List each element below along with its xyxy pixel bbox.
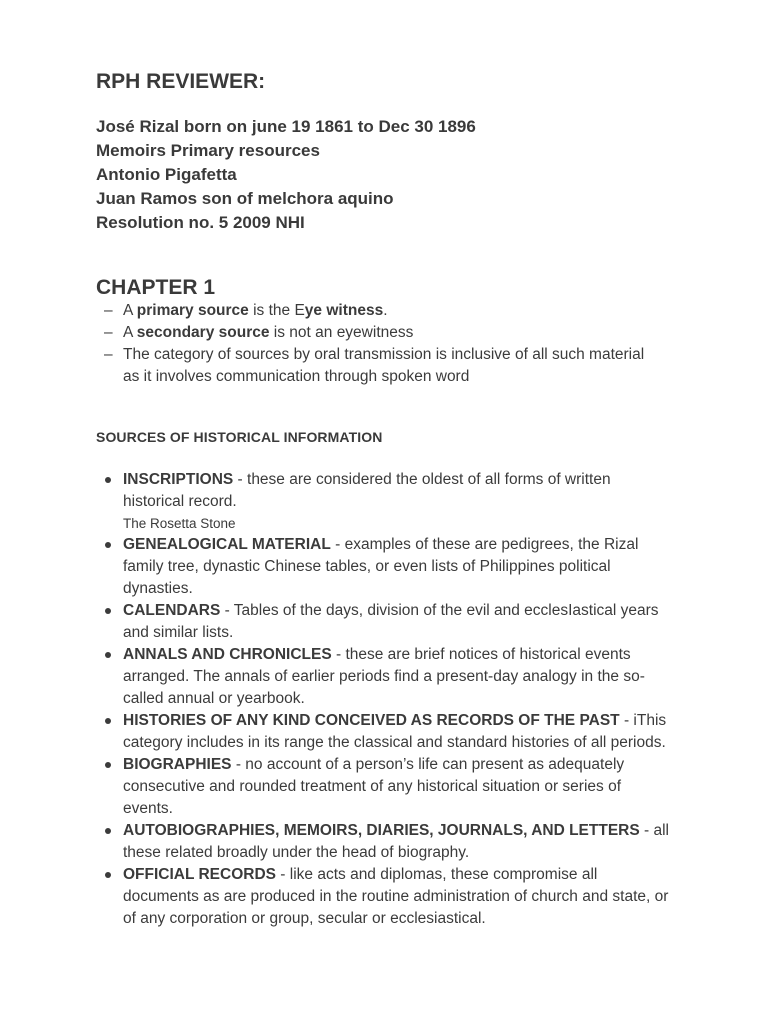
source-term: HISTORIES OF ANY KIND CONCEIVED AS RECORDS OF THE PAST: [123, 712, 620, 729]
source-item: [104, 469, 674, 534]
point-text: is not an eyewitness: [269, 324, 414, 341]
source-text: - these are brief notices of historical events arranged. The annals of earlier periods find a present-day analogy in the so-called annual or yearbook.: [123, 646, 645, 707]
section-heading: SOURCES OF HISTORICAL INFORMATION: [96, 429, 383, 445]
source-text: - like acts and diplomas, these compromise all documents as are produced in the routine administration of church and state, or of any corporation or group, secular or ecclesiastical.: [123, 866, 669, 927]
source-term: BIOGRAPHIES: [123, 756, 232, 773]
dash-marker: –: [104, 346, 113, 363]
source-text: - iThis category includes in its range the classical and standard histories of all periods.: [123, 712, 667, 751]
source-term: INSCRIPTIONS: [123, 471, 234, 488]
source-item: [104, 600, 674, 644]
intro-line: José Rizal born on june 19 1861 to Dec 30 1896: [96, 117, 476, 136]
bullet-dot: [105, 542, 111, 548]
intro-line: Resolution no. 5 2009 NHI: [96, 213, 305, 232]
source-term: GENEALOGICAL MATERIAL: [123, 536, 331, 553]
source-text: - all these related broadly under the head of biography.: [123, 822, 670, 861]
chapter-point: [104, 344, 664, 388]
bullet-dot: [105, 477, 111, 483]
chapter-points: [104, 300, 664, 388]
intro-line: Memoirs Primary resources: [96, 141, 320, 160]
sources-list: [104, 469, 674, 930]
bullet-dot: [105, 652, 111, 658]
point-text: The category of sources by oral transmission is inclusive of all such material as it involves communication through spoken word: [123, 346, 645, 385]
bullet-dot: [105, 718, 111, 724]
bullet-dot: [105, 828, 111, 834]
source-term: OFFICIAL RECORDS: [123, 866, 276, 883]
point-text: A: [123, 324, 137, 341]
chapter-point: [104, 300, 664, 322]
chapter-title: CHAPTER 1: [96, 276, 216, 299]
bullet-dot: [105, 608, 111, 614]
intro-line: Antonio Pigafetta: [96, 165, 237, 184]
source-item: [104, 710, 674, 754]
source-item: [104, 644, 674, 710]
dash-marker: –: [104, 324, 113, 341]
source-item: [104, 864, 674, 930]
source-note: The Rosetta Stone: [123, 516, 236, 531]
bullet-dot: [105, 872, 111, 878]
point-bold: ye witness: [304, 302, 384, 319]
point-text: .: [383, 302, 388, 319]
dash-marker: –: [104, 302, 113, 319]
document-title: RPH REVIEWER:: [96, 70, 266, 93]
source-item: [104, 754, 674, 820]
source-term: ANNALS AND CHRONICLES: [123, 646, 332, 663]
source-term: CALENDARS: [123, 602, 221, 619]
point-bold: secondary source: [136, 324, 270, 341]
source-text: - examples of these are pedigrees, the Rizal family tree, dynastic Chinese tables, or even lists of Philippines political dynasties.: [123, 536, 639, 597]
bullet-dot: [105, 762, 111, 768]
source-text: - no account of a person’s life can present as adequately consecutive and rounded treatment of any historical situation or series of events.: [123, 756, 625, 817]
source-item: [104, 820, 674, 864]
point-text: A: [123, 302, 137, 319]
intro-list: [96, 115, 476, 235]
intro-line: Juan Ramos son of melchora aquino: [96, 189, 394, 208]
source-text: - Tables of the days, division of the evil and ecclesIastical years and similar lists.: [123, 602, 659, 641]
point-bold: primary source: [136, 302, 249, 319]
source-item: [104, 534, 674, 600]
chapter-point: [104, 322, 664, 344]
point-text: is the E: [248, 302, 305, 319]
source-text: - these are considered the oldest of all forms of written historical record.: [123, 471, 611, 510]
source-term: AUTOBIOGRAPHIES, MEMOIRS, DIARIES, JOURNALS, AND LETTERS: [123, 822, 640, 839]
